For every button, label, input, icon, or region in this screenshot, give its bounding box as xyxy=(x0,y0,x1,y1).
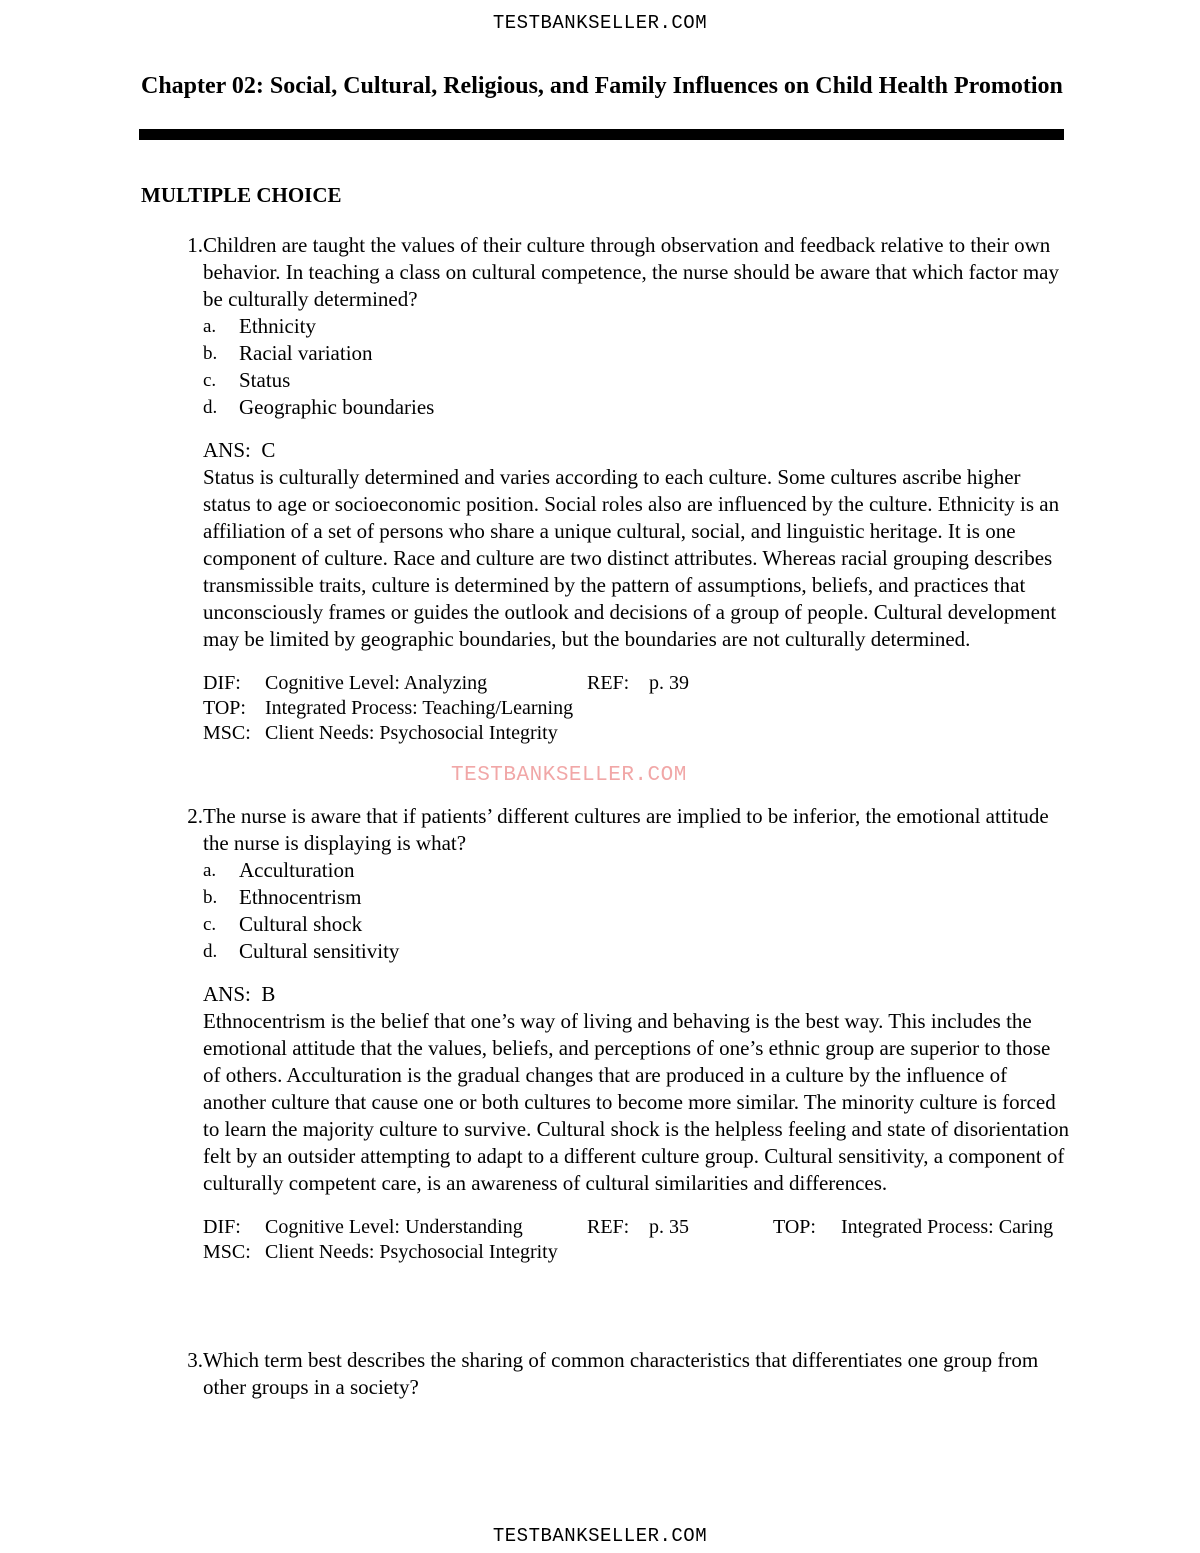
option-c xyxy=(203,367,1071,394)
answer-key: ANS: C xyxy=(203,438,276,462)
option-a xyxy=(203,313,1071,340)
option-text: Geographic boundaries xyxy=(239,395,435,419)
option-c xyxy=(203,911,1071,938)
option-letter: a. xyxy=(203,316,217,337)
ref-value: p. 39 xyxy=(649,672,689,694)
option-d xyxy=(203,394,1071,421)
question-meta xyxy=(203,1215,1071,1265)
msc-value: Client Needs: Psychosocial Integrity xyxy=(265,722,558,744)
option-letter: b. xyxy=(203,887,218,908)
question-meta xyxy=(203,671,1071,746)
option-text: Racial variation xyxy=(239,341,373,365)
ref-label: REF: xyxy=(587,1216,630,1238)
question-1 xyxy=(141,232,1071,746)
msc-label: MSC: xyxy=(203,722,251,744)
top-value: Integrated Process: Teaching/Learning xyxy=(265,697,574,719)
dif-value: Cognitive Level: Understanding xyxy=(265,1216,523,1238)
title-rule xyxy=(139,129,1064,140)
answer-block xyxy=(203,981,1071,1197)
options-list xyxy=(203,857,1071,965)
watermark-top: TESTBANKSELLER.COM xyxy=(492,12,708,34)
section-heading: MULTIPLE CHOICE xyxy=(141,183,342,207)
dif-label: DIF: xyxy=(203,1216,241,1238)
question-3 xyxy=(141,1347,1071,1401)
question-number: 2. xyxy=(187,804,203,828)
option-b xyxy=(203,884,1071,911)
answer-block xyxy=(203,437,1071,653)
watermark-bottom: TESTBANKSELLER.COM xyxy=(492,1525,708,1547)
dif-label: DIF: xyxy=(203,672,241,694)
top-label: TOP: xyxy=(773,1216,816,1238)
rationale: Status is culturally determined and varies according to each culture. Some cultures ascribe higher status to age or socioeconomic position. Social roles also are influenced by the culture. Ethnicity is an affiliation of a set of persons who share a unique cultural, social, and linguistic heritage. It is one component of culture. Race and culture are two distinct attributes. Whereas racial grouping describes transmissible traits, culture is determined by the pattern of assumptions, beliefs, and practices that unconsciously frames or guides the outlook and decisions of a group of people. Cultural development may be limited by geographic boundaries, but the boundaries are not culturally determined. xyxy=(203,465,1060,651)
option-text: Ethnocentrism xyxy=(239,885,362,909)
question-stem: Which term best describes the sharing of common characteristics that differentiates one group from other groups in a society? xyxy=(203,1348,1039,1399)
dif-value: Cognitive Level: Analyzing xyxy=(265,672,488,694)
option-text: Acculturation xyxy=(239,858,355,882)
question-2 xyxy=(141,803,1071,1265)
question-stem: Children are taught the values of their culture through observation and feedback relative to their own behavior. In teaching a class on cultural competence, the nurse should be aware that which factor may be culturally determined? xyxy=(203,233,1060,311)
question-number: 3. xyxy=(187,1348,203,1372)
top-value: Integrated Process: Caring xyxy=(841,1216,1054,1238)
option-letter: b. xyxy=(203,343,218,364)
option-text: Status xyxy=(239,368,291,392)
rationale: Ethnocentrism is the belief that one’s way of living and behaving is the best way. This includes the emotional attitude that the values, beliefs, and perceptions of one’s ethnic group are superior to those of others. Acculturation is the gradual changes that are produced in a culture by the influence of another culture that cause one or both cultures to become more similar. The minority culture is forced to learn the majority culture to survive. Cultural shock is the helpless feeling and state of disorientation felt by an outsider attempting to adapt to a different culture group. Cultural sensitivity, a component of culturally competent care, is an awareness of cultural similarities and differences. xyxy=(203,1009,1070,1195)
ref-label: REF: xyxy=(587,672,630,694)
msc-label: MSC: xyxy=(203,1241,251,1263)
option-text: Ethnicity xyxy=(239,314,316,338)
option-letter: d. xyxy=(203,941,218,962)
option-text: Cultural shock xyxy=(239,912,363,936)
ref-value: p. 35 xyxy=(649,1216,689,1238)
options-list xyxy=(203,313,1071,421)
option-text: Cultural sensitivity xyxy=(239,939,400,963)
option-d xyxy=(203,938,1071,965)
msc-value: Client Needs: Psychosocial Integrity xyxy=(265,1241,558,1263)
option-letter: c. xyxy=(203,914,217,935)
question-stem: The nurse is aware that if patients’ different cultures are implied to be inferior, the emotional attitude the nurse is displaying is what? xyxy=(203,804,1049,855)
option-b xyxy=(203,340,1071,367)
chapter-title: Chapter 02: Social, Cultural, Religious, and Family Influences on Child Health Promotion xyxy=(141,73,1063,99)
answer-key: ANS: B xyxy=(203,982,276,1006)
option-letter: a. xyxy=(203,860,217,881)
watermark-middle: TESTBANKSELLER.COM xyxy=(451,764,687,787)
option-letter: d. xyxy=(203,397,218,418)
option-letter: c. xyxy=(203,370,217,391)
question-number: 1. xyxy=(187,233,203,257)
top-label: TOP: xyxy=(203,697,246,719)
option-a xyxy=(203,857,1071,884)
